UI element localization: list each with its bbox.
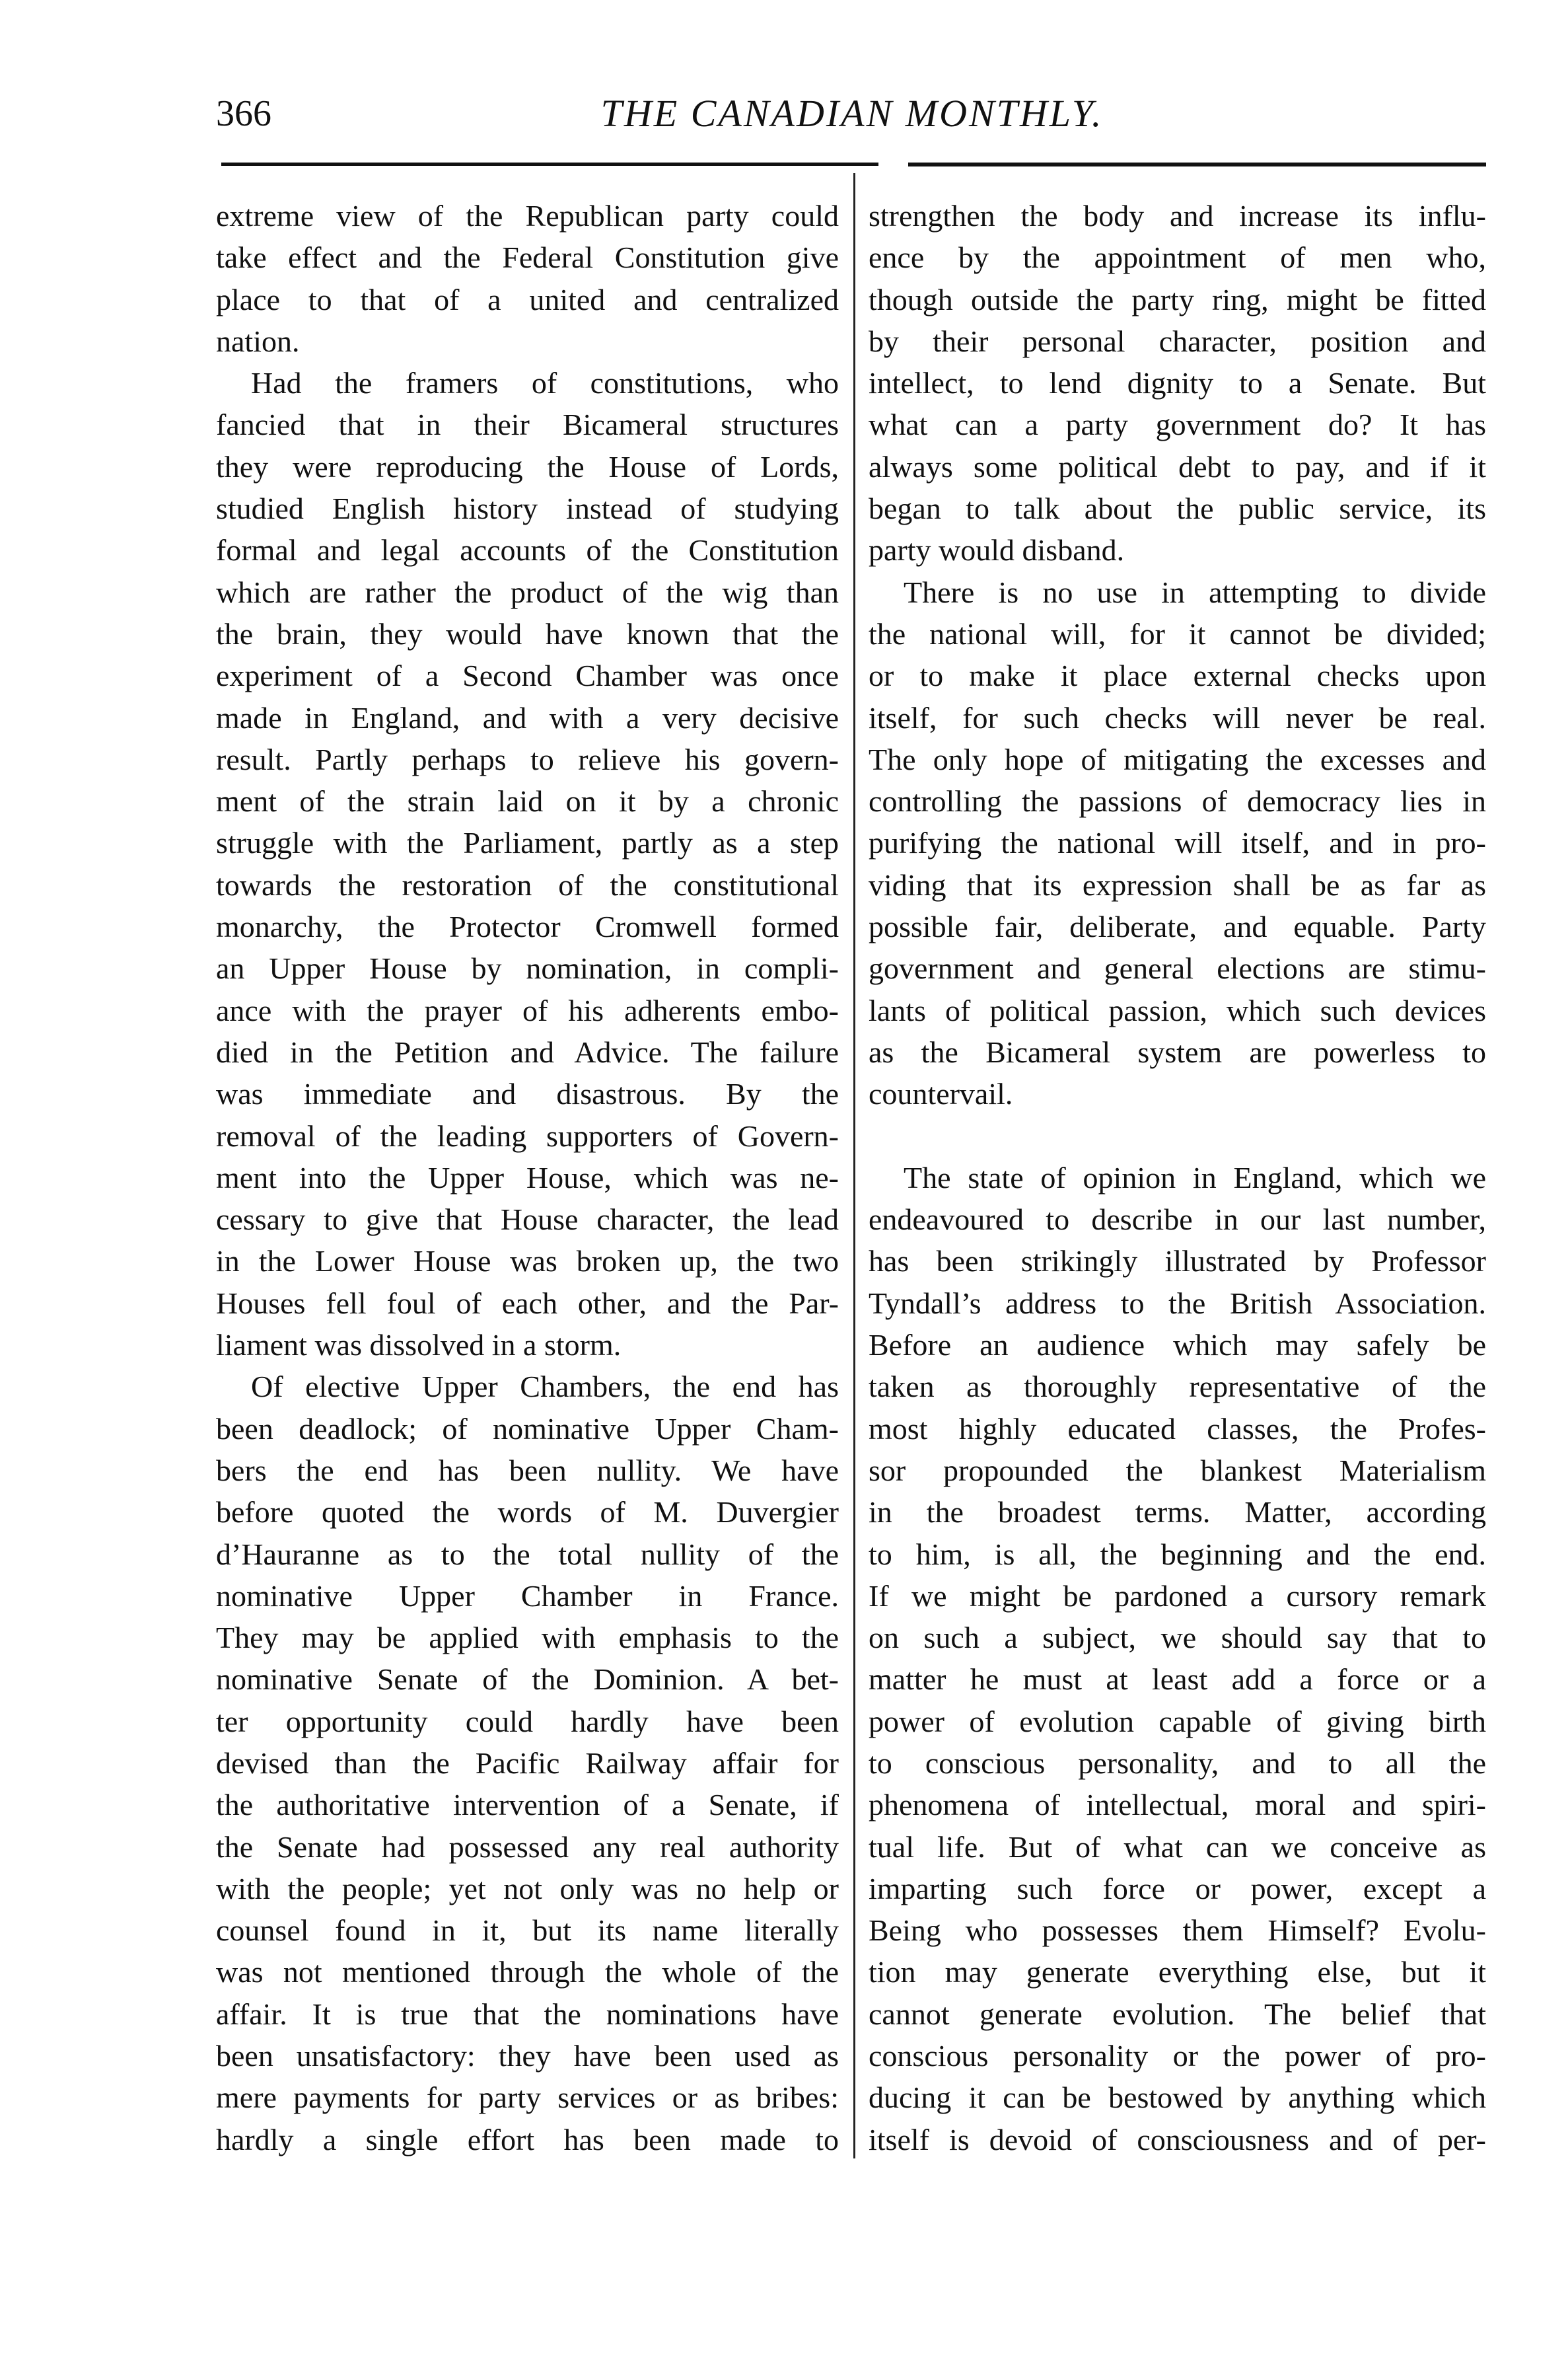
paragraph — [216, 1366, 839, 2160]
text-section — [869, 195, 1486, 1115]
text-line: cannot generate evolution. The belief that — [869, 1997, 1486, 2031]
text-line: experiment of a Second Chamber was once — [216, 659, 839, 693]
text-line: itself, for such checks will never be real. — [869, 700, 1486, 735]
text-line: was immediate and disastrous. By the — [216, 1077, 839, 1111]
paragraph — [869, 195, 1486, 571]
text-line: made in England, and with a very decisive — [216, 700, 839, 735]
text-line: nation. — [216, 324, 300, 358]
text-line: to conscious personality, and to all the — [869, 1746, 1486, 1780]
right-column — [869, 195, 1486, 2160]
text-line: ducing it can be bestowed by anything which — [869, 2080, 1486, 2115]
text-line: countervail. — [869, 1077, 1013, 1111]
text-line: nominative Upper Chamber in France. — [216, 1578, 839, 1613]
text-line: what can a party government do? It has — [869, 408, 1486, 442]
text-line: liament was dissolved in a storm. — [216, 1328, 622, 1362]
text-line: struggle with the Parliament, partly as a step — [216, 826, 839, 860]
text-line: taken as thoroughly representative of the — [869, 1370, 1486, 1404]
text-line: fancied that in their Bicameral structures — [216, 408, 839, 442]
text-line: The state of opinion in England, which we — [904, 1160, 1486, 1195]
text-line: Of elective Upper Chambers, the end has — [251, 1370, 839, 1404]
text-line: nominative Senate of the Dominion. A bet- — [216, 1662, 839, 1697]
text-line: result. Partly perhaps to relieve his govern- — [216, 742, 839, 776]
text-line: studied English history instead of studying — [216, 492, 839, 526]
text-line: sor propounded the blankest Materialism — [869, 1453, 1486, 1487]
paragraph — [869, 1157, 1486, 2160]
paragraph — [869, 571, 1486, 1115]
text-line: devised than the Pacific Railway affair for — [216, 1746, 839, 1780]
text-section — [869, 1157, 1486, 2160]
text-line: began to talk about the public service, its — [869, 492, 1486, 526]
text-section — [216, 195, 839, 2160]
header-rule-left — [221, 163, 878, 166]
text-line: monarchy, the Protector Cromwell formed — [216, 910, 839, 944]
text-line: been deadlock; of nominative Upper Cham- — [216, 1411, 839, 1446]
text-line: take effect and the Federal Constitution give — [216, 240, 839, 275]
text-line: Being who possesses them Himself? Evolu- — [869, 1913, 1486, 1948]
text-line: party would disband. — [869, 533, 1125, 568]
text-line: tual life. But of what can we conceive as — [869, 1829, 1486, 1864]
text-line: in the Lower House was broken up, the two — [216, 1244, 839, 1278]
text-line: with the people; yet not only was no help or — [216, 1871, 839, 1905]
text-line: conscious personality or the power of pro- — [869, 2039, 1486, 2073]
header-rule-right — [908, 163, 1486, 166]
text-line: government and general elections are stimu- — [869, 951, 1486, 986]
text-line: If we might be pardoned a cursory remark — [869, 1578, 1486, 1613]
paragraph — [216, 362, 839, 1366]
text-line: as the Bicameral system are powerless to — [869, 1035, 1486, 1069]
text-line: which are rather the product of the wig than — [216, 575, 839, 609]
paragraph — [216, 195, 839, 362]
text-line: formal and legal accounts of the Constitution — [216, 533, 839, 568]
text-line: endeavoured to describe in our last number, — [869, 1202, 1486, 1237]
text-line: d’Hauranne as to the total nullity of the — [216, 1537, 839, 1571]
text-line: been unsatisfactory: they have been used as — [216, 2039, 839, 2073]
text-line: possible fair, deliberate, and equable. Party — [869, 910, 1486, 944]
text-line: controlling the passions of democracy lies in — [869, 784, 1486, 819]
text-line: ence by the appointment of men who, — [869, 240, 1486, 275]
text-line: to him, is all, the beginning and the end. — [869, 1537, 1486, 1571]
text-line: imparting such force or power, except a — [869, 1871, 1486, 1905]
text-line: always some political debt to pay, and if it — [869, 449, 1486, 484]
text-line: Houses fell foul of each other, and the Par- — [216, 1286, 839, 1320]
text-line: the national will, for it cannot be divided; — [869, 616, 1486, 651]
text-line: viding that its expression shall be as far as — [869, 867, 1486, 902]
text-line: There is no use in attempting to divide — [904, 575, 1486, 609]
text-line: intellect, to lend dignity to a Senate. But — [869, 366, 1486, 400]
text-line: strengthen the body and increase its influ- — [869, 199, 1486, 233]
text-line: hardly a single effort has been made to — [216, 2122, 839, 2156]
text-line: phenomena of intellectual, moral and spiri- — [869, 1788, 1486, 1822]
text-line: power of evolution capable of giving birth — [869, 1704, 1486, 1738]
text-line: counsel found in it, but its name literally — [216, 1913, 839, 1948]
left-column — [216, 195, 839, 2160]
text-line: Before an audience which may safely be — [869, 1328, 1486, 1362]
column-divider — [853, 173, 855, 2158]
text-line: in the broadest terms. Matter, according — [869, 1495, 1486, 1529]
text-line: towards the restoration of the constitutional — [216, 867, 839, 902]
text-line: affair. It is true that the nominations have — [216, 1997, 839, 2031]
text-line: died in the Petition and Advice. The failure — [216, 1035, 839, 1069]
text-line: matter he must at least add a force or a — [869, 1662, 1486, 1697]
text-line: They may be applied with emphasis to the — [216, 1621, 839, 1655]
text-line: or to make it place external checks upon — [869, 659, 1486, 693]
text-line: ance with the prayer of his adherents embo- — [216, 993, 839, 1027]
text-line: bers the end has been nullity. We have — [216, 1453, 839, 1487]
text-line: tion may generate everything else, but it — [869, 1955, 1486, 1989]
text-line: was not mentioned through the whole of the — [216, 1955, 839, 1989]
text-line: removal of the leading supporters of Govern- — [216, 1119, 839, 1153]
text-line: purifying the national will itself, and in pro- — [869, 826, 1486, 860]
text-line: before quoted the words of M. Duvergier — [216, 1495, 839, 1529]
text-line: Had the framers of constitutions, who — [251, 366, 839, 400]
text-line: the authoritative intervention of a Senate, if — [216, 1788, 839, 1822]
text-line: ter opportunity could hardly have been — [216, 1704, 839, 1738]
text-line: mere payments for party services or as bribes: — [216, 2080, 839, 2115]
text-line: The only hope of mitigating the excesses and — [869, 742, 1486, 776]
text-line: lants of political passion, which such devices — [869, 993, 1486, 1027]
text-line: most highly educated classes, the Profes- — [869, 1411, 1486, 1446]
text-line: Tyndall’s address to the British Association. — [869, 1286, 1486, 1320]
text-line: itself is devoid of consciousness and of per- — [869, 2122, 1486, 2156]
text-line: though outside the party ring, might be fitted — [869, 282, 1486, 316]
running-title: THE CANADIAN MONTHLY. — [600, 92, 1104, 135]
text-line: ment of the strain laid on it by a chronic — [216, 784, 839, 819]
text-line: the brain, they would have known that the — [216, 616, 839, 651]
text-line: extreme view of the Republican party could — [216, 199, 839, 233]
page-number: 366 — [216, 93, 271, 134]
text-line: the Senate had possessed any real authority — [216, 1829, 839, 1864]
text-line: place to that of a united and centralized — [216, 282, 839, 316]
text-line: on such a subject, we should say that to — [869, 1621, 1486, 1655]
text-line: has been strikingly illustrated by Professor — [869, 1244, 1486, 1278]
text-line: they were reproducing the House of Lords, — [216, 449, 839, 484]
text-line: ment into the Upper House, which was ne- — [216, 1160, 839, 1195]
text-line: an Upper House by nomination, in compli- — [216, 951, 839, 986]
text-line: by their personal character, position and — [869, 324, 1486, 358]
text-line: cessary to give that House character, the lead — [216, 1202, 839, 1237]
